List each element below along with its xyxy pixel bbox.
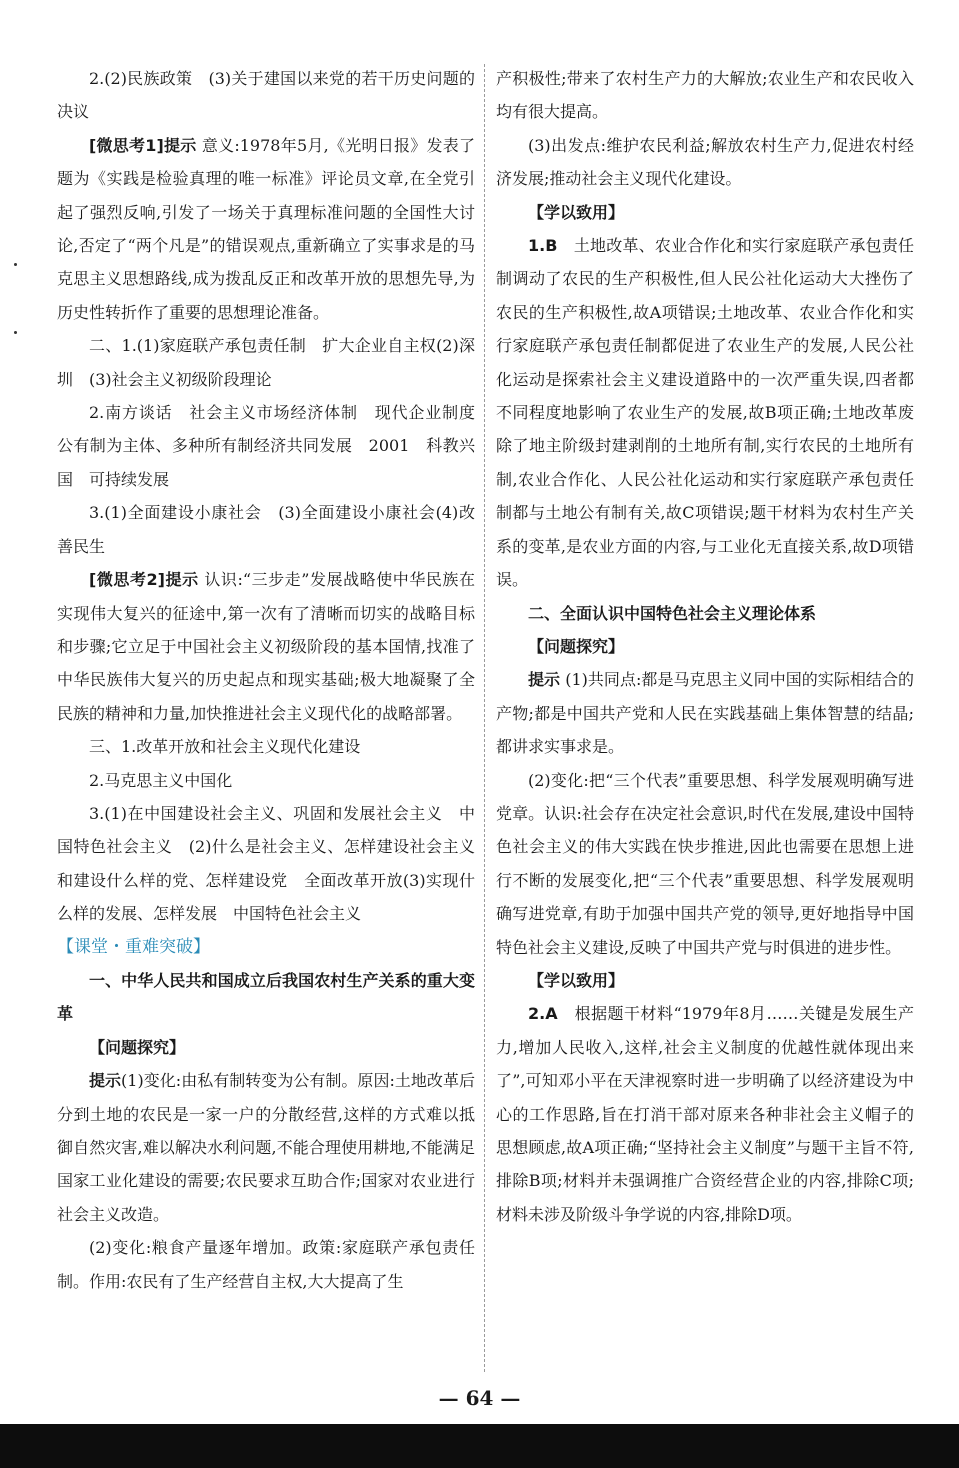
sub-heading: 【问题探究】 (528, 636, 625, 656)
hint-text: 意义:1978年5月,《光明日报》发表了题为《实践是检验真理的唯一标准》评论员文章,在全党引起了强烈反响,引发了一场关于真理标准问题的全国性大讨论,否定了“两个凡是”的错误观点,重新确立了实事求是的马克思主义思想路线,成为拨乱反正和改革开放的思想先导,为历史性转折作了重要的思想理论准备。 (57, 135, 475, 322)
sub-heading: 【学以致用】 (528, 970, 625, 990)
hint-paragraph (496, 663, 914, 763)
answer-key: 2.A (528, 1004, 558, 1024)
answer-paragraph: 产积极性;带来了农村生产力的大解放;农业生产和农民收入均有很大提高。 (496, 69, 914, 122)
micro-think-tag: [微思考2] (89, 570, 165, 590)
column-divider (484, 64, 485, 1372)
hint-text: (1)共同点:都是马克思主义同中国的实际相结合的产物;都是中国共产党和人民在实践基础上集体智慧的结晶;都讲求实事求是。 (496, 670, 914, 757)
hint-label: 提示 (163, 135, 197, 155)
answer-paragraph: (2)变化:把“三个代表”重要思想、科学发展观明确写进党章。认识:社会存在决定社会意识,时代在发展,建设中国特色社会主义的伟大实践在快步推进,因此也需要在思想上进行不断的发展变化,把“三个代表”重要思想、科学发展观明确写进党章,有助于加强中国共产党的领导,更好地指导中国特色社会主义建设,反映了中国共产党与时俱进的进步性。 (496, 770, 914, 957)
answer-paragraph: 三、1.改革开放和社会主义现代化建设 (89, 737, 361, 757)
answer-paragraph: 3.(1)全面建设小康社会 (3)全面建设小康社会(4)改善民生 (57, 503, 475, 556)
right-column (496, 62, 914, 1231)
scan-speck (14, 331, 17, 334)
answer-paragraph: 2.南方谈话 社会主义市场经济体制 现代企业制度 公有制为主体、多种所有制经济共同发展 2001 科教兴国 可持续发展 (57, 403, 492, 489)
page-number: — 64 — (438, 1386, 521, 1410)
explanation-text: 根据题干材料“1979年8月……关键是发展生产力,增加人民收入,这样,社会主义制度的优越性就体现出来了”,可知邓小平在天津视察时进一步明确了以经济建设为中心的工作思路,旨在打消干部对原来各种非社会主义帽子的思想顾虑,故A项正确;“坚持社会主义制度”与题干主旨不符,排除B项;材料并未强调推广合资经营企业的内容,排除C项;材料未涉及阶级斗争学说的内容,排除D项。 (496, 1004, 914, 1224)
sub-heading: 【学以致用】 (528, 202, 625, 222)
answer-paragraph: 2.(2)民族政策 (3)关于建国以来党的若干历史问题的决议 (57, 69, 475, 122)
explanation-text: 土地改革、农业合作化和实行家庭联产承包责任制调动了农民的生产积极性,但人民公社化运动大大挫伤了农民的生产积极性,故A项错误;土地改革、农业合作化和实行家庭联产承包责任制都促进了农业生产的发展,人民公社化运动是探索社会主义建设道路中的一次严重失误,四者都不同程度地影响了农业生产的发展,故B项正确;土地改革废除了地主阶级封建剥削的土地所有制,实行农民的土地所有制,农业合作化、人民公社化运动和实行家庭联产承包责任制都与土地公有制有关,故C项错误;题干材料为农村生产关系的变革,是农业方面的内容,与工业化无直接关系,故D项错误。 (496, 236, 914, 590)
micro-think-1 (57, 129, 475, 329)
exercise-answer-2 (496, 997, 914, 1231)
hint-label: 提示 (89, 1071, 122, 1091)
section-heading: 二、全面认识中国特色社会主义理论体系 (528, 603, 817, 623)
answer-paragraph: 二、1.(1)家庭联产承包责任制 扩大企业自主权(2)深圳 (3)社会主义初级阶段理论 (57, 336, 475, 389)
scan-speck (14, 263, 17, 266)
answer-paragraph: 3.(1)在中国建设社会主义、巩固和发展社会主义 中国特色社会主义 (2)什么是社会主义、怎样建设社会主义和建设什么样的党、怎样建设党 全面改革开放(3)实现什么样的发展、怎样发展 中国特色社会主义 (57, 803, 475, 924)
scan-bottom-bar (0, 1424, 959, 1468)
section-tag: 【课堂・重难突破】 (57, 936, 210, 957)
hint-paragraph (57, 1064, 475, 1231)
micro-think-2 (57, 563, 475, 730)
hint-label: 提示 (528, 670, 561, 690)
micro-think-tag: [微思考1] (89, 135, 164, 155)
hint-text: (1)变化:由私有制转变为公有制。原因:土地改革后分到土地的农民是一家一户的分散经营,这样的方式难以抵御自然灾害,难以解决水利问题,不能合理使用耕地,不能满足国家工业化建设的需要;农民要求互助合作;国家对农业进行社会主义改造。 (57, 1071, 475, 1224)
hint-label: 提示 (165, 570, 199, 590)
answer-paragraph: (3)出发点:维护农民利益;解放农村生产力,促进农村经济发展;推动社会主义现代化建设。 (496, 135, 914, 189)
left-column (57, 62, 492, 1298)
answer-paragraph: (2)变化:粮食产量逐年增加。政策:家庭联产承包责任制。作用:农民有了生产经营自主权,大大提高了生 (57, 1238, 475, 1291)
answer-key: 1.B (528, 236, 558, 256)
answer-paragraph: 2.马克思主义中国化 (89, 770, 233, 790)
exercise-answer-1 (496, 229, 914, 596)
hint-text: 认识:“三步走”发展战略使中华民族在实现伟大复兴的征途中,第一次有了清晰而切实的战略目标和步骤;它立足于中国社会主义初级阶段的基本国情,找准了中华民族伟大复兴的历史起点和现实基础;极大地凝聚了全民族的精神和力量,加快推进社会主义现代化的战略部署。 (57, 570, 475, 723)
section-heading: 一、中华人民共和国成立后我国农村生产关系的重大变革 (57, 970, 475, 1024)
sub-heading: 【问题探究】 (89, 1037, 186, 1057)
